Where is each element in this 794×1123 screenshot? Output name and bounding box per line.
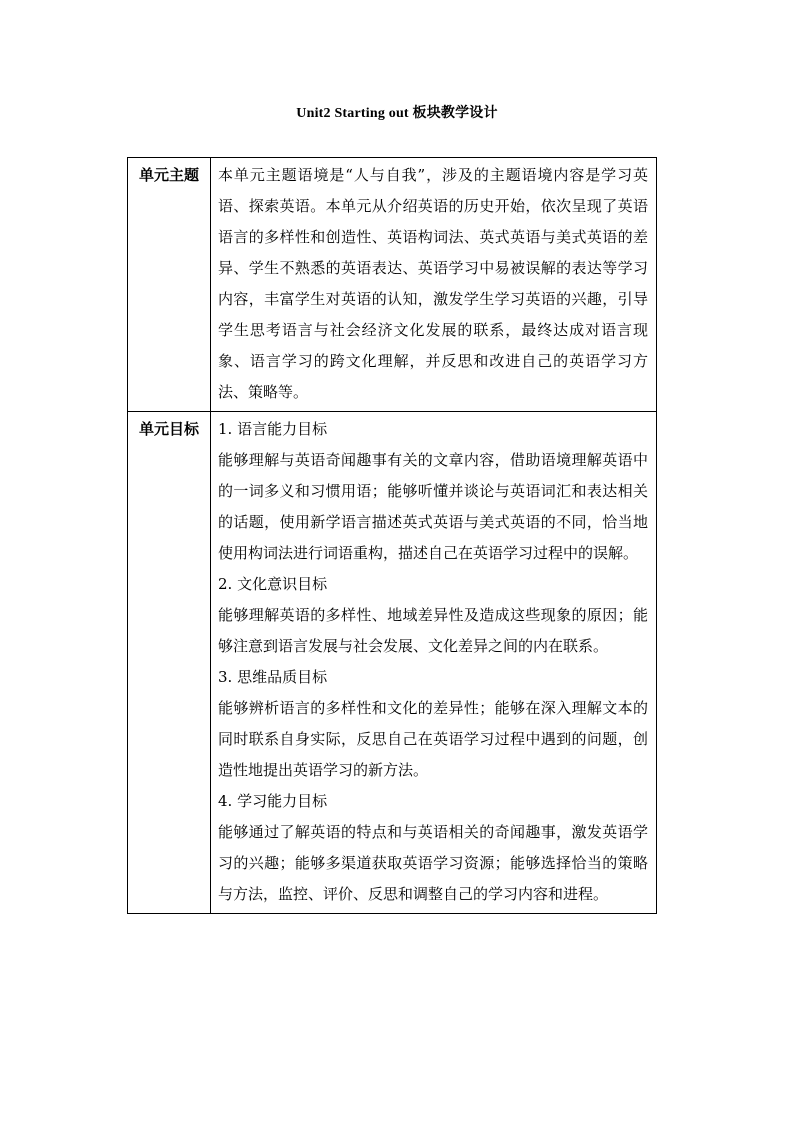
goal-heading-language: 1. 语言能力目标 bbox=[218, 420, 328, 438]
goal-heading-thinking: 3. 思维品质目标 bbox=[218, 668, 328, 686]
theme-row bbox=[128, 158, 657, 412]
goal-text-thinking: 能够辨析语言的多样性和文化的差异性；能够在深入理解文本的同时联系自身实际，反思自己在英语学习过程中遇到的问题，创造性地提出英语学习的新方法。 bbox=[218, 699, 648, 779]
goals-content bbox=[211, 412, 657, 914]
goal-text-learning: 能够通过了解英语的特点和与英语相关的奇闻趣事，激发英语学习的兴趣；能够多渠道获取英语学习资源；能够选择恰当的策略与方法，监控、评价、反思和调整自己的学习内容和进程。 bbox=[218, 823, 648, 903]
theme-label: 单元主题 bbox=[128, 158, 211, 412]
document-title: Unit2 Starting out 板块教学设计 bbox=[296, 106, 498, 121]
theme-text: 本单元主题语境是“人与自我”，涉及的主题语境内容是学习英语、探索英语。本单元从介绍英语的历史开始，依次呈现了英语语言的多样性和创造性、英语构词法、英式英语与美式英语的差异、学生不熟悉的英语表达、英语学习中易被误解的表达等学习内容，丰富学生对英语的认知，激发学生学习英语的兴趣，引导学生思考语言与社会经济文化发展的联系，最终达成对语言现象、语言学习的跨文化理解，并反思和改进自己的英语学习方法、策略等。 bbox=[218, 166, 648, 401]
goal-heading-culture: 2. 文化意识目标 bbox=[218, 575, 328, 593]
goal-heading-learning: 4. 学习能力目标 bbox=[218, 792, 328, 810]
goals-label: 单元目标 bbox=[128, 412, 211, 914]
theme-content bbox=[211, 158, 657, 412]
goal-text-language: 能够理解与英语奇闻趣事有关的文章内容，借助语境理解英语中的一词多义和习惯用语；能够听懂并谈论与英语词汇和表达相关的话题，使用新学语言描述英式英语与美式英语的不同，恰当地使用构词法进行词语重构，描述自己在英语学习过程中的误解。 bbox=[218, 451, 648, 562]
unit-design-table bbox=[127, 157, 657, 914]
goal-text-culture: 能够理解英语的多样性、地域差异性及造成这些现象的原因；能够注意到语言发展与社会发展、文化差异之间的内在联系。 bbox=[218, 606, 648, 655]
goals-row bbox=[128, 412, 657, 914]
